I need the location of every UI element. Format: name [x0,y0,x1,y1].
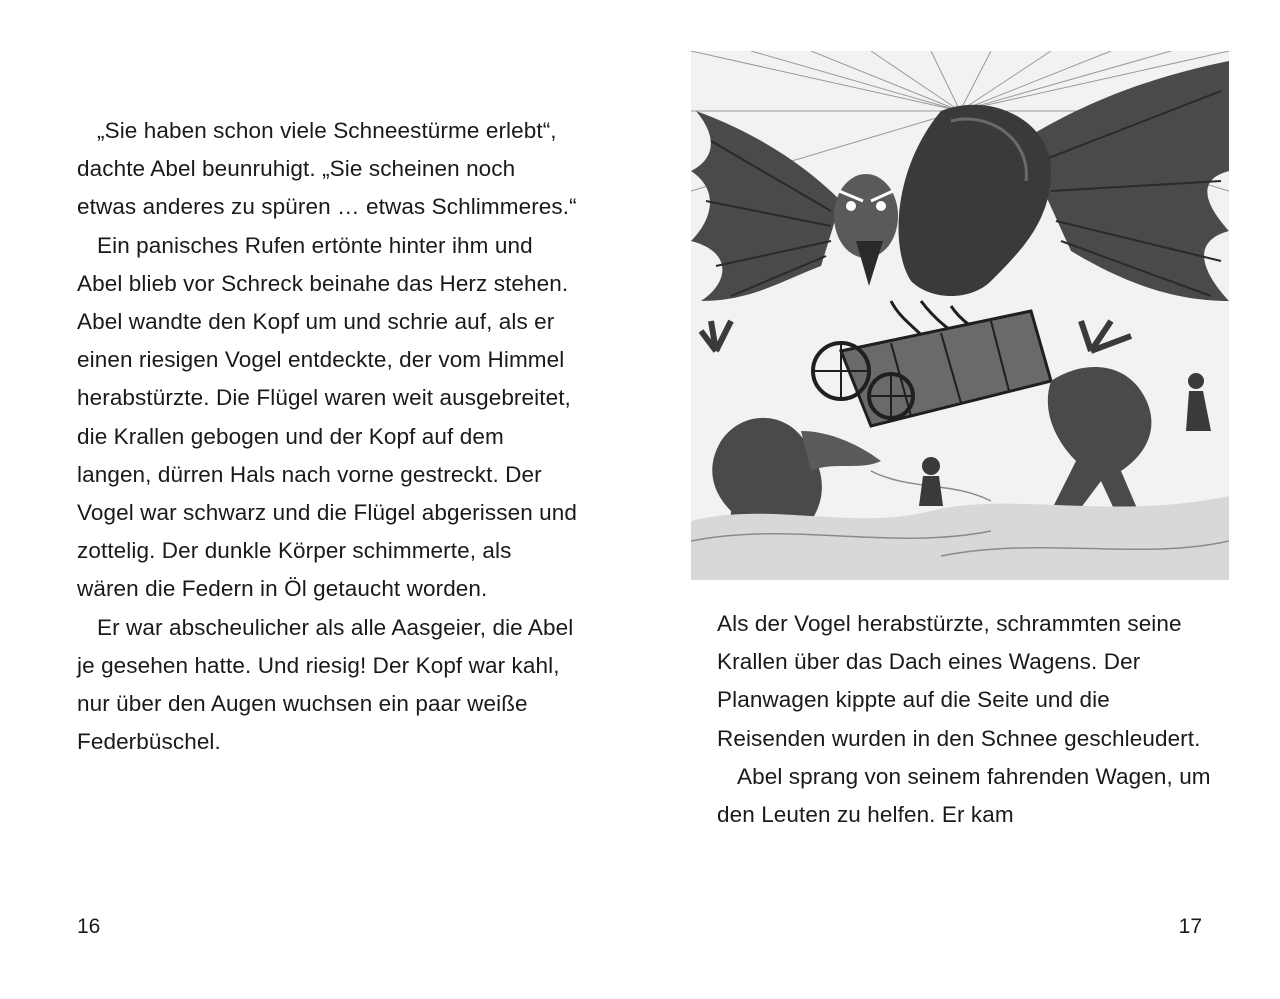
right-page-text [717,605,1217,834]
paragraph: Er war abscheulicher als alle Aasgeier, die Abel je gesehen hatte. Und riesig! Der Kopf war kahl, nur über den Augen wuchsen ein paar weiße Federbüschel. [77,614,574,755]
vulture-drawing [691,51,1229,580]
paragraph: Abel sprang von seinem fahrenden Wagen, um den Leuten zu helfen. Er kam [717,763,1211,828]
paragraph: Als der Vogel herabstürzte, schrammten seine Krallen über das Dach eines Wagens. Der Planwagen kippte auf die Seite und die Reisenden wurden in den Schnee geschleudert. [717,611,1201,751]
page-number-left: 16 [77,915,101,938]
left-page-text [77,112,577,761]
giant-vulture-illustration [691,51,1229,580]
paragraph: Ein panisches Rufen ertönte hinter ihm und Abel blieb vor Schreck beinahe das Herz stehen. Abel wandte den Kopf um und schrie auf, als er einen riesigen Vogel entdeckte, der vom Himmel herabstürzte. Die Flügel waren weit ausgebreitet, die Krallen gebogen und der Kopf auf dem langen, dürren Hals nach vorne gestreckt. Der Vogel war schwarz und die Flügel abgerissen und zottelig. Der dunkle Körper schimmerte, als wären die Federn in Öl getaucht worden. [77,232,577,602]
page-number-right: 17 [1178,915,1202,938]
right-page [640,0,1280,999]
paragraph: „Sie haben schon viele Schneestürme erlebt“, dachte Abel beunruhigt. „Sie scheinen noch etwas anderes zu spüren … etwas Schlimmeres.“ [77,118,577,220]
